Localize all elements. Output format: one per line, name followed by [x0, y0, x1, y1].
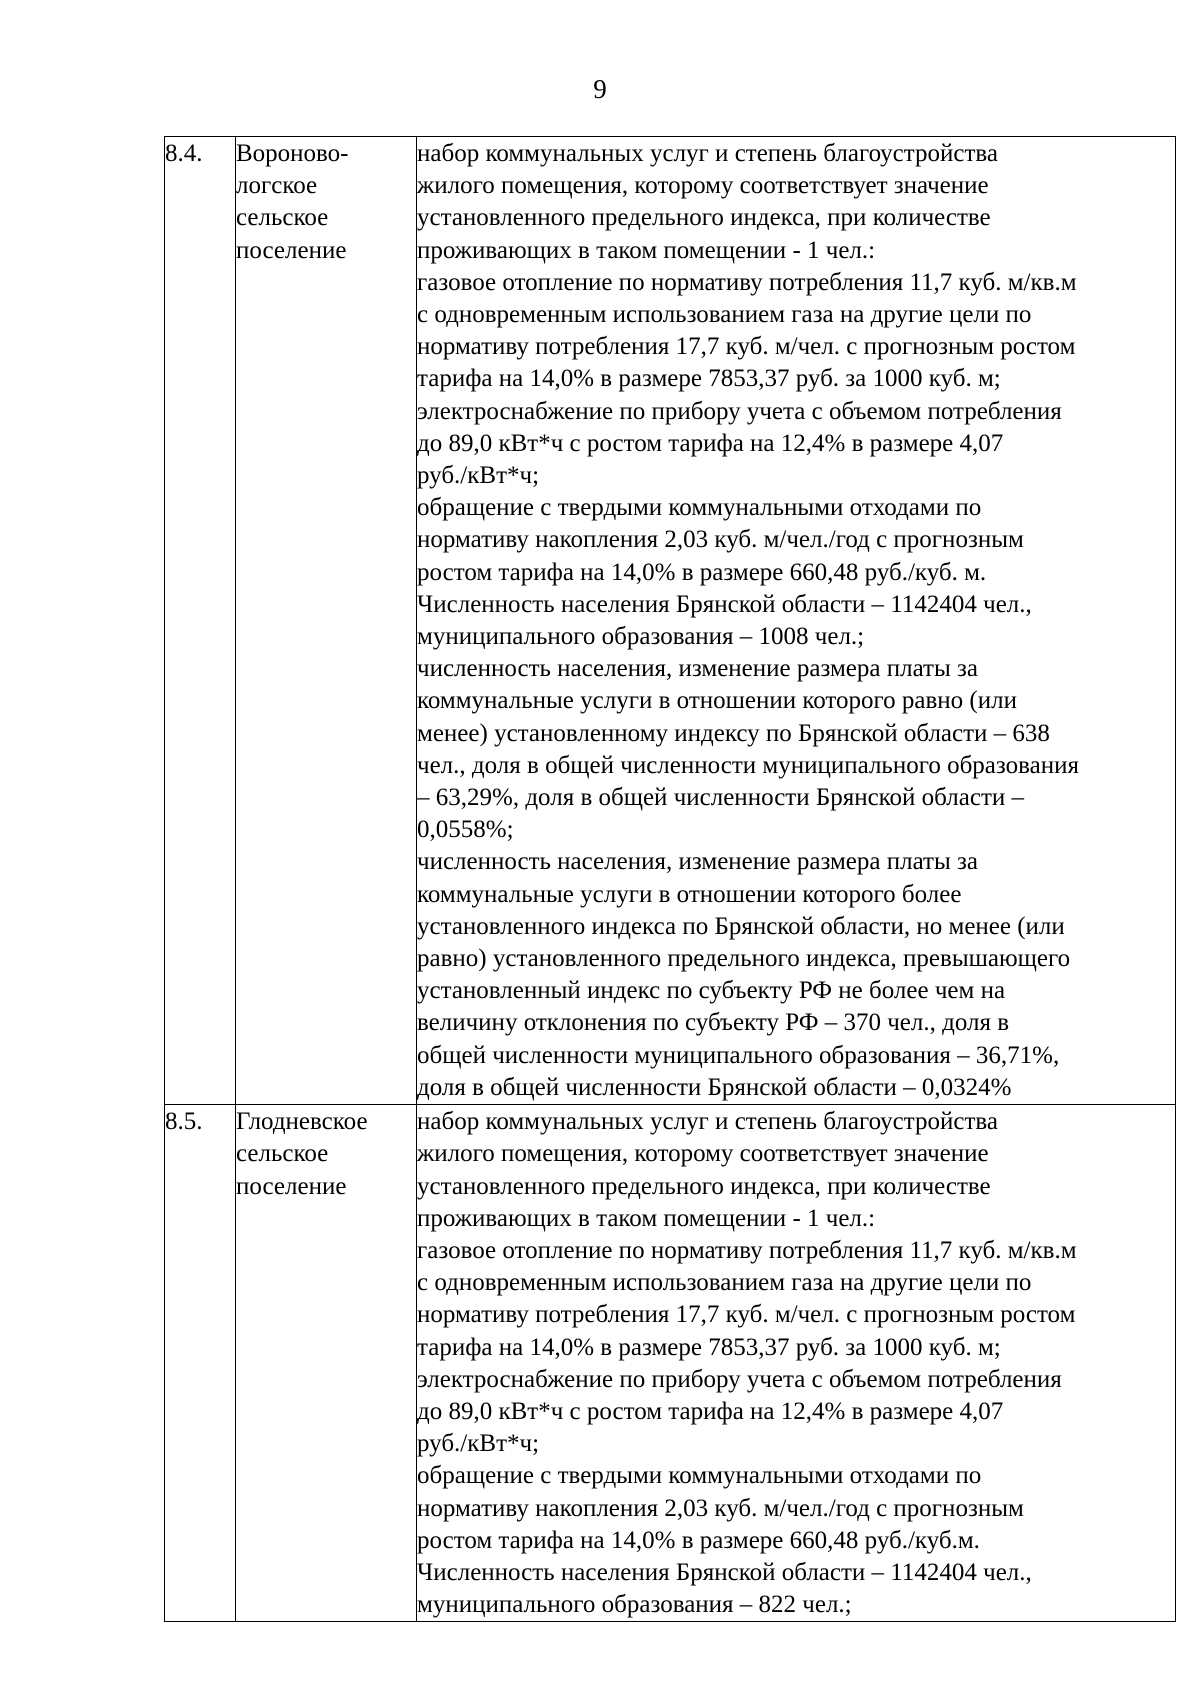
- description-line: менее) установленному индексу по Брянской области – 638: [417, 719, 1050, 747]
- description-line: проживающих в таком помещении - 1 чел.:: [417, 1204, 876, 1232]
- description-line: нормативу накопления 2,03 куб. м/чел./год с прогнозным: [417, 1494, 1024, 1522]
- description-line: электроснабжение по прибору учета с объемом потребления: [417, 397, 1062, 425]
- description-line: коммунальные услуги в отношении которого более: [417, 880, 962, 908]
- description-line: проживающих в таком помещении - 1 чел.:: [417, 236, 876, 264]
- description-line: набор коммунальных услуг и степень благоустройства: [417, 140, 998, 167]
- settlements-table: [164, 136, 1176, 1622]
- description-line: нормативу потребления 17,7 куб. м/чел. с прогнозным ростом: [417, 1301, 1076, 1329]
- description-line: руб./кВт*ч;: [417, 1430, 540, 1458]
- description-line: муниципального образования – 822 чел.;: [417, 1591, 852, 1619]
- description-line: равно) установленного предельного индекса, превышающего: [417, 945, 1071, 973]
- description-line: установленного индекса по Брянской области, но менее (или: [417, 912, 1065, 940]
- description-cell: [417, 1105, 1176, 1622]
- description-line: установленного предельного индекса, при количестве: [417, 1172, 991, 1200]
- settlement-name-line: поселение: [236, 1172, 347, 1200]
- description-line: с одновременным использованием газа на другие цели по: [417, 1269, 1032, 1297]
- page-number: 9: [593, 74, 607, 104]
- description-line: установленный индекс по субъекту РФ не более чем на: [417, 977, 1006, 1005]
- description-line: Численность населения Брянской области – 1142404 чел.,: [417, 590, 1032, 618]
- description-cell: [417, 137, 1176, 1105]
- description-line: тарифа на 14,0% в размере 7853,37 руб. за 1000 куб. м;: [417, 365, 1001, 393]
- description-line: 0,0558%;: [417, 816, 514, 844]
- description-line: нормативу накопления 2,03 куб. м/чел./год с прогнозным: [417, 526, 1024, 554]
- settlement-name-line: сельское: [236, 204, 329, 232]
- table-row: [165, 137, 1176, 1105]
- description-line: электроснабжение по прибору учета с объемом потребления: [417, 1365, 1062, 1393]
- row-number-cell: [165, 137, 236, 1105]
- description-line: ростом тарифа на 14,0% в размере 660,48 руб./куб. м.: [417, 558, 987, 586]
- description-line: чел., доля в общей численности муниципального образования: [417, 751, 1079, 779]
- description-line: коммунальные услуги в отношении которого равно (или: [417, 687, 1017, 715]
- table-row: [165, 1105, 1176, 1622]
- settlement-name-line: логское: [236, 172, 318, 200]
- settlement-name-cell: [236, 137, 417, 1105]
- description-line: ростом тарифа на 14,0% в размере 660,48 руб./куб.м.: [417, 1526, 980, 1554]
- description-line: численность населения, изменение размера платы за: [417, 655, 978, 683]
- description-line: обращение с твердыми коммунальными отходами по: [417, 1462, 982, 1490]
- description-line: – 63,29%, доля в общей численности Брянской области –: [417, 784, 1024, 812]
- description-line: газовое отопление по нормативу потребления 11,7 куб. м/кв.м: [417, 1236, 1077, 1264]
- description-line: набор коммунальных услуг и степень благоустройства: [417, 1108, 998, 1136]
- description-line: доля в общей численности Брянской области – 0,0324%: [417, 1073, 1012, 1101]
- description-line: газовое отопление по нормативу потребления 11,7 куб. м/кв.м: [417, 268, 1077, 296]
- description-line: Численность населения Брянской области – 1142404 чел.,: [417, 1558, 1032, 1586]
- row-number-cell: [165, 1105, 236, 1622]
- description-line: жилого помещения, которому соответствует значение: [417, 1140, 989, 1168]
- settlement-name-line: поселение: [236, 236, 347, 264]
- row-number: 8.5.: [165, 1108, 203, 1136]
- description-line: тарифа на 14,0% в размере 7853,37 руб. за 1000 куб. м;: [417, 1333, 1001, 1361]
- settlement-name-cell: [236, 1105, 417, 1622]
- settlement-name-line: Глодневское: [236, 1108, 368, 1136]
- description-line: величину отклонения по субъекту РФ – 370 чел., доля в: [417, 1009, 1010, 1037]
- settlement-name-line: Вороново-: [236, 140, 349, 167]
- description-line: до 89,0 кВт*ч с ростом тарифа на 12,4% в размере 4,07: [417, 429, 1004, 457]
- description-line: с одновременным использованием газа на другие цели по: [417, 301, 1032, 329]
- row-number: 8.4.: [165, 140, 203, 167]
- description-line: руб./кВт*ч;: [417, 462, 540, 490]
- description-line: нормативу потребления 17,7 куб. м/чел. с прогнозным ростом: [417, 333, 1076, 361]
- description-line: жилого помещения, которому соответствует значение: [417, 172, 989, 200]
- description-line: до 89,0 кВт*ч с ростом тарифа на 12,4% в размере 4,07: [417, 1397, 1004, 1425]
- description-line: численность населения, изменение размера платы за: [417, 848, 978, 876]
- description-line: общей численности муниципального образования – 36,71%,: [417, 1041, 1060, 1069]
- settlement-name-line: сельское: [236, 1140, 329, 1168]
- description-line: обращение с твердыми коммунальными отходами по: [417, 494, 982, 522]
- description-line: установленного предельного индекса, при количестве: [417, 204, 991, 232]
- description-line: муниципального образования – 1008 чел.;: [417, 623, 865, 651]
